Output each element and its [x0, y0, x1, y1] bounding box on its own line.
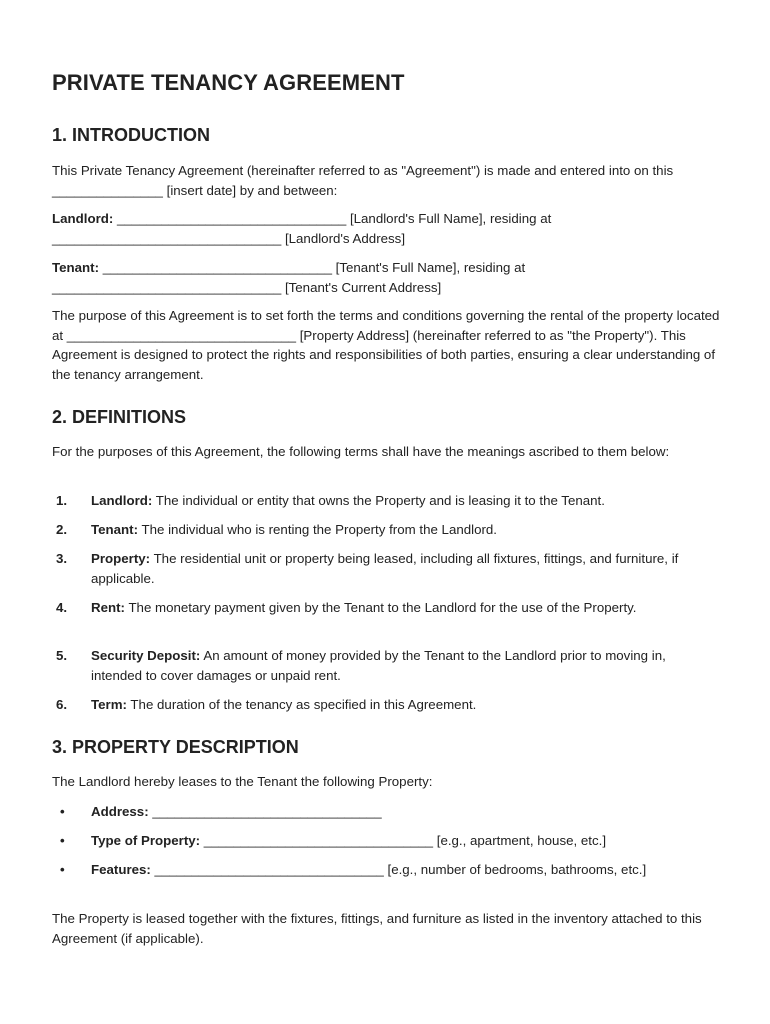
definition-term: Tenant: [91, 522, 139, 537]
definition-term: Property: [91, 551, 151, 566]
definition-text: The monetary payment given by the Tenant to the Landlord for the use of the Property. [124, 600, 637, 615]
bullet-icon: • [60, 862, 65, 877]
property-list-item [52, 831, 720, 851]
list-number: 6. [56, 697, 68, 712]
definition-item [52, 598, 720, 618]
property-field-text: _______________________________ [148, 804, 382, 819]
landlord-text: _______________________________ [Landlord's Full Name], residing at _______________________________ [Landlord's Address] [52, 211, 552, 246]
list-number: 1. [56, 493, 68, 508]
intro-paragraph: This Private Tenancy Agreement (hereinafter referred to as "Agreement") is made and entered into on this _______________ [insert date] by and between: [52, 163, 674, 198]
definition-text: The duration of the tenancy as specified in this Agreement. [126, 697, 477, 712]
definition-text: The individual who is renting the Property from the Landlord. [138, 522, 498, 537]
property-field-text: _______________________________ [e.g., apartment, house, etc.] [200, 833, 607, 848]
property-field-text: _______________________________ [e.g., number of bedrooms, bathrooms, etc.] [150, 862, 647, 877]
property-field-label: Type of Property: [91, 833, 201, 848]
definition-item [52, 491, 720, 511]
property-closing-paragraph: The Property is leased together with the fixtures, fittings, and furniture as listed in the inventory attached to this Agreement (if applicable). [52, 911, 702, 946]
property-list-item [52, 860, 720, 880]
bullet-icon: • [60, 833, 65, 848]
list-number: 4. [56, 600, 68, 615]
definition-text: The individual or entity that owns the Property and is leasing it to the Tenant. [152, 493, 605, 508]
definition-item [52, 695, 720, 715]
landlord-paragraph [52, 209, 720, 248]
definition-item [52, 520, 720, 540]
section-heading-definitions: 2. DEFINITIONS [52, 407, 187, 427]
definition-term: Landlord: [91, 493, 153, 508]
bullet-icon: • [60, 804, 65, 819]
list-number: 3. [56, 551, 68, 566]
tenant-text: _______________________________ [Tenant's Full Name], residing at _______________________________ [Tenant's Current Address] [52, 260, 526, 295]
list-number: 2. [56, 522, 68, 537]
property-field-label: Address: [91, 804, 149, 819]
definition-term: Term: [91, 697, 127, 712]
definition-term: Security Deposit: [91, 648, 201, 663]
definition-text: The residential unit or property being leased, including all fixtures, fittings, and furniture, if applicable. [91, 551, 679, 586]
purpose-paragraph: The purpose of this Agreement is to set forth the terms and conditions governing the rental of the property located at _______________________________ [Property Address] (hereinafter referred to as "the Property"). This Agreement is designed to protect the rights and responsibilities of both parties, ensuring a clear understanding of the tenancy arrangement. [52, 308, 720, 382]
tenant-paragraph [52, 258, 720, 297]
property-field-label: Features: [91, 862, 151, 877]
tenant-label: Tenant: [52, 260, 100, 275]
list-number: 5. [56, 648, 68, 663]
section-heading-property-description: 3. PROPERTY DESCRIPTION [52, 737, 299, 757]
section-heading-introduction: 1. INTRODUCTION [52, 125, 211, 145]
definition-text: An amount of money provided by the Tenant to the Landlord prior to moving in, intended to cover damages or unpaid rent. [91, 648, 666, 683]
definition-item [52, 646, 720, 685]
definition-term: Rent: [91, 600, 125, 615]
definition-item [52, 549, 720, 588]
landlord-label: Landlord: [52, 211, 114, 226]
document-title: PRIVATE TENANCY AGREEMENT [52, 70, 405, 95]
definitions-intro: For the purposes of this Agreement, the following terms shall have the meanings ascribed to them below: [52, 444, 670, 459]
property-list-item [52, 802, 720, 822]
property-intro: The Landlord hereby leases to the Tenant the following Property: [52, 774, 433, 789]
